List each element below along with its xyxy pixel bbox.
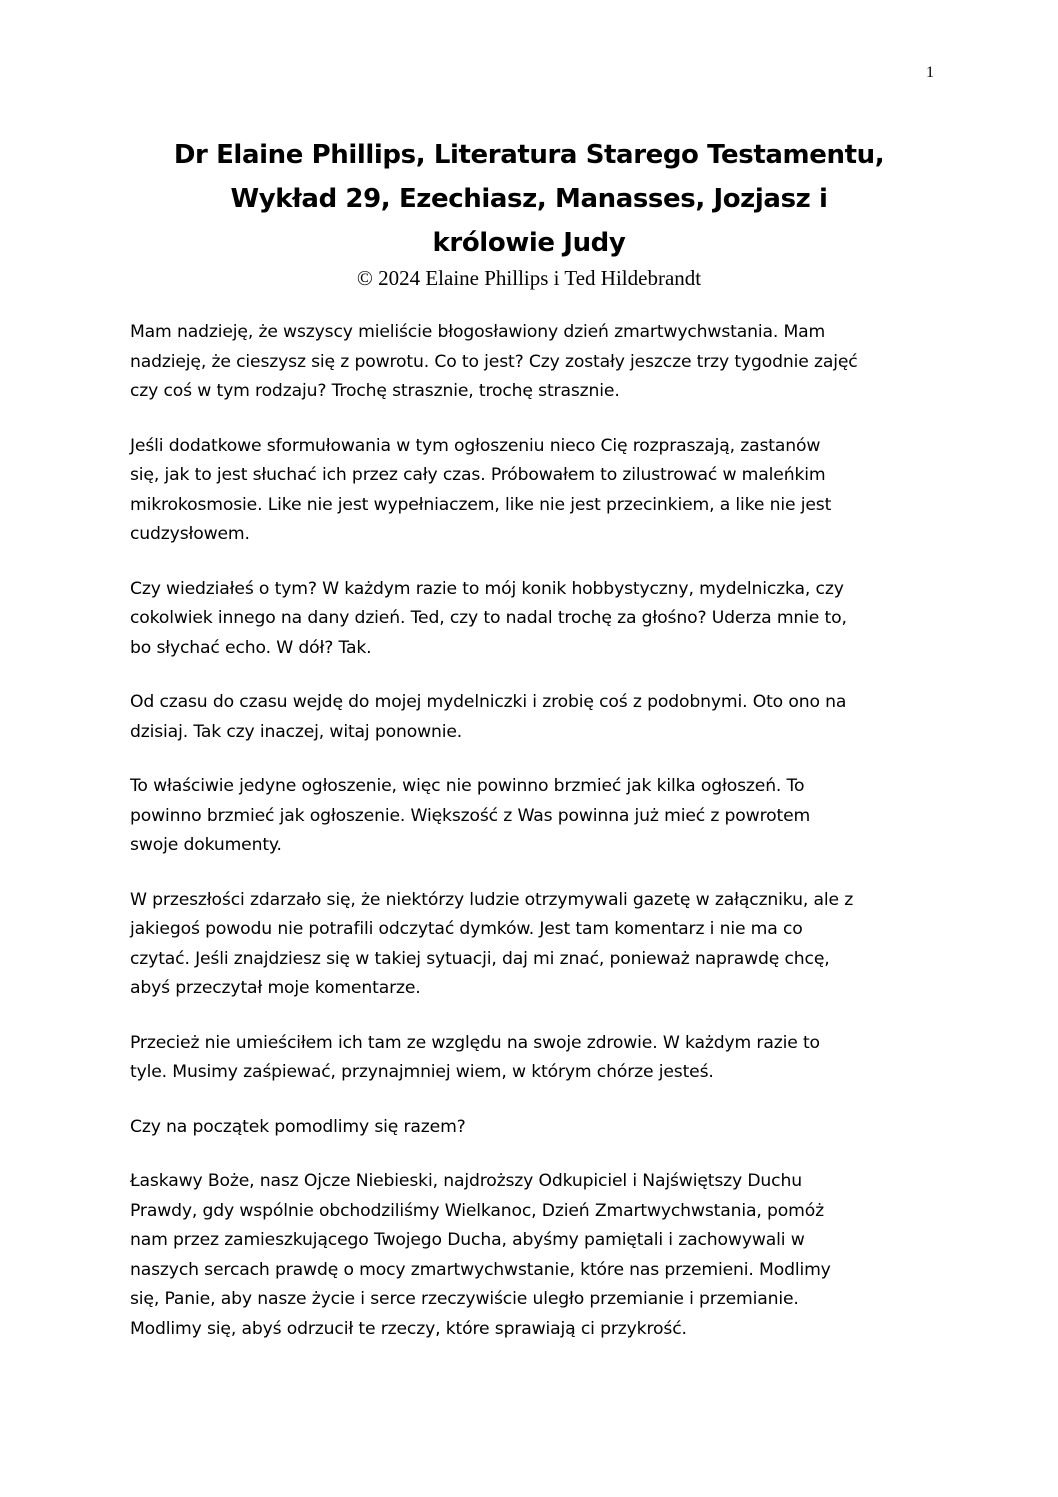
paragraph xyxy=(130,688,930,747)
paragraph-line: Modlimy się, abyś odrzucił te rzeczy, które sprawiają ci przykrość. xyxy=(130,1318,687,1339)
paragraph-line: naszych sercach prawdę o mocy zmartwychwstanie, które nas przemieni. Modlimy xyxy=(130,1259,831,1280)
paragraph-line: Czy na początek pomodlimy się razem? xyxy=(130,1116,466,1137)
title-line: Wykład 29, Ezechiasz, Manasses, Jozjasz i xyxy=(230,184,828,214)
paragraph-line: nadzieję, że cieszysz się z powrotu. Co to jest? Czy zostały jeszcze trzy tygodnie zajęć xyxy=(130,351,858,372)
paragraph-line: Łaskawy Boże, nasz Ojcze Niebieski, najdroższy Odkupiciel i Najświętszy Duchu xyxy=(130,1171,802,1191)
paragraph-line: czy coś w tym rodzaju? Trochę strasznie, trochę strasznie. xyxy=(130,381,620,401)
title-line: królowie Judy xyxy=(432,228,626,258)
paragraph-line: abyś przeczytał moje komentarze. xyxy=(130,978,421,998)
paragraph-line: mikrokosmosie. Like nie jest wypełniaczem, like nie jest przecinkiem, a like nie jest xyxy=(130,494,832,515)
paragraph-line: cudzysłowem. xyxy=(130,524,250,544)
paragraph-line: czytać. Jeśli znajdziesz się w takiej sytuacji, daj mi znać, ponieważ naprawdę chcę, xyxy=(130,948,830,969)
paragraph xyxy=(130,318,930,407)
paragraph-line: dzisiaj. Tak czy inaczej, witaj ponownie. xyxy=(130,721,463,742)
paragraph-line: W przeszłości zdarzało się, że niektórzy ludzie otrzymywali gazetę w załączniku, ale z xyxy=(130,889,854,910)
paragraph-line: Czy wiedziałeś o tym? W każdym razie to mój konik hobbystyczny, mydelniczka, czy xyxy=(130,578,844,599)
paragraph-line: powinno brzmieć jak ogłoszenie. Większość z Was powinna już mieć z powrotem xyxy=(130,805,811,826)
paragraph xyxy=(130,432,930,550)
paragraph-line: jakiegoś powodu nie potrafili odczytać dymków. Jest tam komentarz i nie ma co xyxy=(130,919,803,939)
paragraph-line: nam przez zamieszkującego Twojego Ducha, abyśmy pamiętali i zachowywali w xyxy=(130,1230,805,1250)
paragraph xyxy=(130,1167,930,1344)
document-title xyxy=(100,133,958,265)
paragraph-line: cokolwiek innego na dany dzień. Ted, czy to nadal trochę za głośno? Uderza mnie to, xyxy=(130,608,847,628)
paragraph xyxy=(130,1113,930,1143)
paragraph-line: Prawdy, gdy wspólnie obchodziliśmy Wielkanoc, Dzień Zmartwychwstania, pomóż xyxy=(130,1200,824,1221)
page-number: 1 xyxy=(926,64,934,81)
copyright-notice: © 2024 Elaine Phillips i Ted Hildebrandt xyxy=(356,266,702,290)
title-line: Dr Elaine Phillips, Literatura Starego Testamentu, xyxy=(173,140,885,170)
paragraph xyxy=(130,1029,930,1088)
title-block xyxy=(100,133,958,291)
paragraph-line: Mam nadzieję, że wszyscy mieliście błogosławiony dzień zmartwychwstania. Mam xyxy=(130,322,826,342)
paragraph xyxy=(130,886,930,1004)
document-body xyxy=(130,318,930,1369)
paragraph-line: Przecież nie umieściłem ich tam ze względu na swoje zdrowie. W każdym razie to xyxy=(130,1032,820,1053)
paragraph-line: To właściwie jedyne ogłoszenie, więc nie powinno brzmieć jak kilka ogłoszeń. To xyxy=(130,776,805,796)
paragraph-line: się, jak to jest słuchać ich przez cały czas. Próbowałem to zilustrować w maleńkim xyxy=(130,465,826,485)
paragraph xyxy=(130,575,930,664)
paragraph-line: się, Panie, aby nasze życie i serce rzeczywiście uległo przemianie i przemianie. xyxy=(130,1289,799,1309)
paragraph-line: Od czasu do czasu wejdę do mojej mydelniczki i zrobię coś z podobnymi. Oto ono na xyxy=(130,692,847,712)
paragraph-line: bo słychać echo. W dół? Tak. xyxy=(130,637,372,658)
paragraph-line: Jeśli dodatkowe sformułowania w tym ogłoszeniu nieco Cię rozpraszają, zastanów xyxy=(130,435,821,456)
paragraph-line: swoje dokumenty. xyxy=(130,835,282,855)
paragraph xyxy=(130,772,930,861)
paragraph-line: tyle. Musimy zaśpiewać, przynajmniej wiem, w którym chórze jesteś. xyxy=(130,1062,714,1082)
